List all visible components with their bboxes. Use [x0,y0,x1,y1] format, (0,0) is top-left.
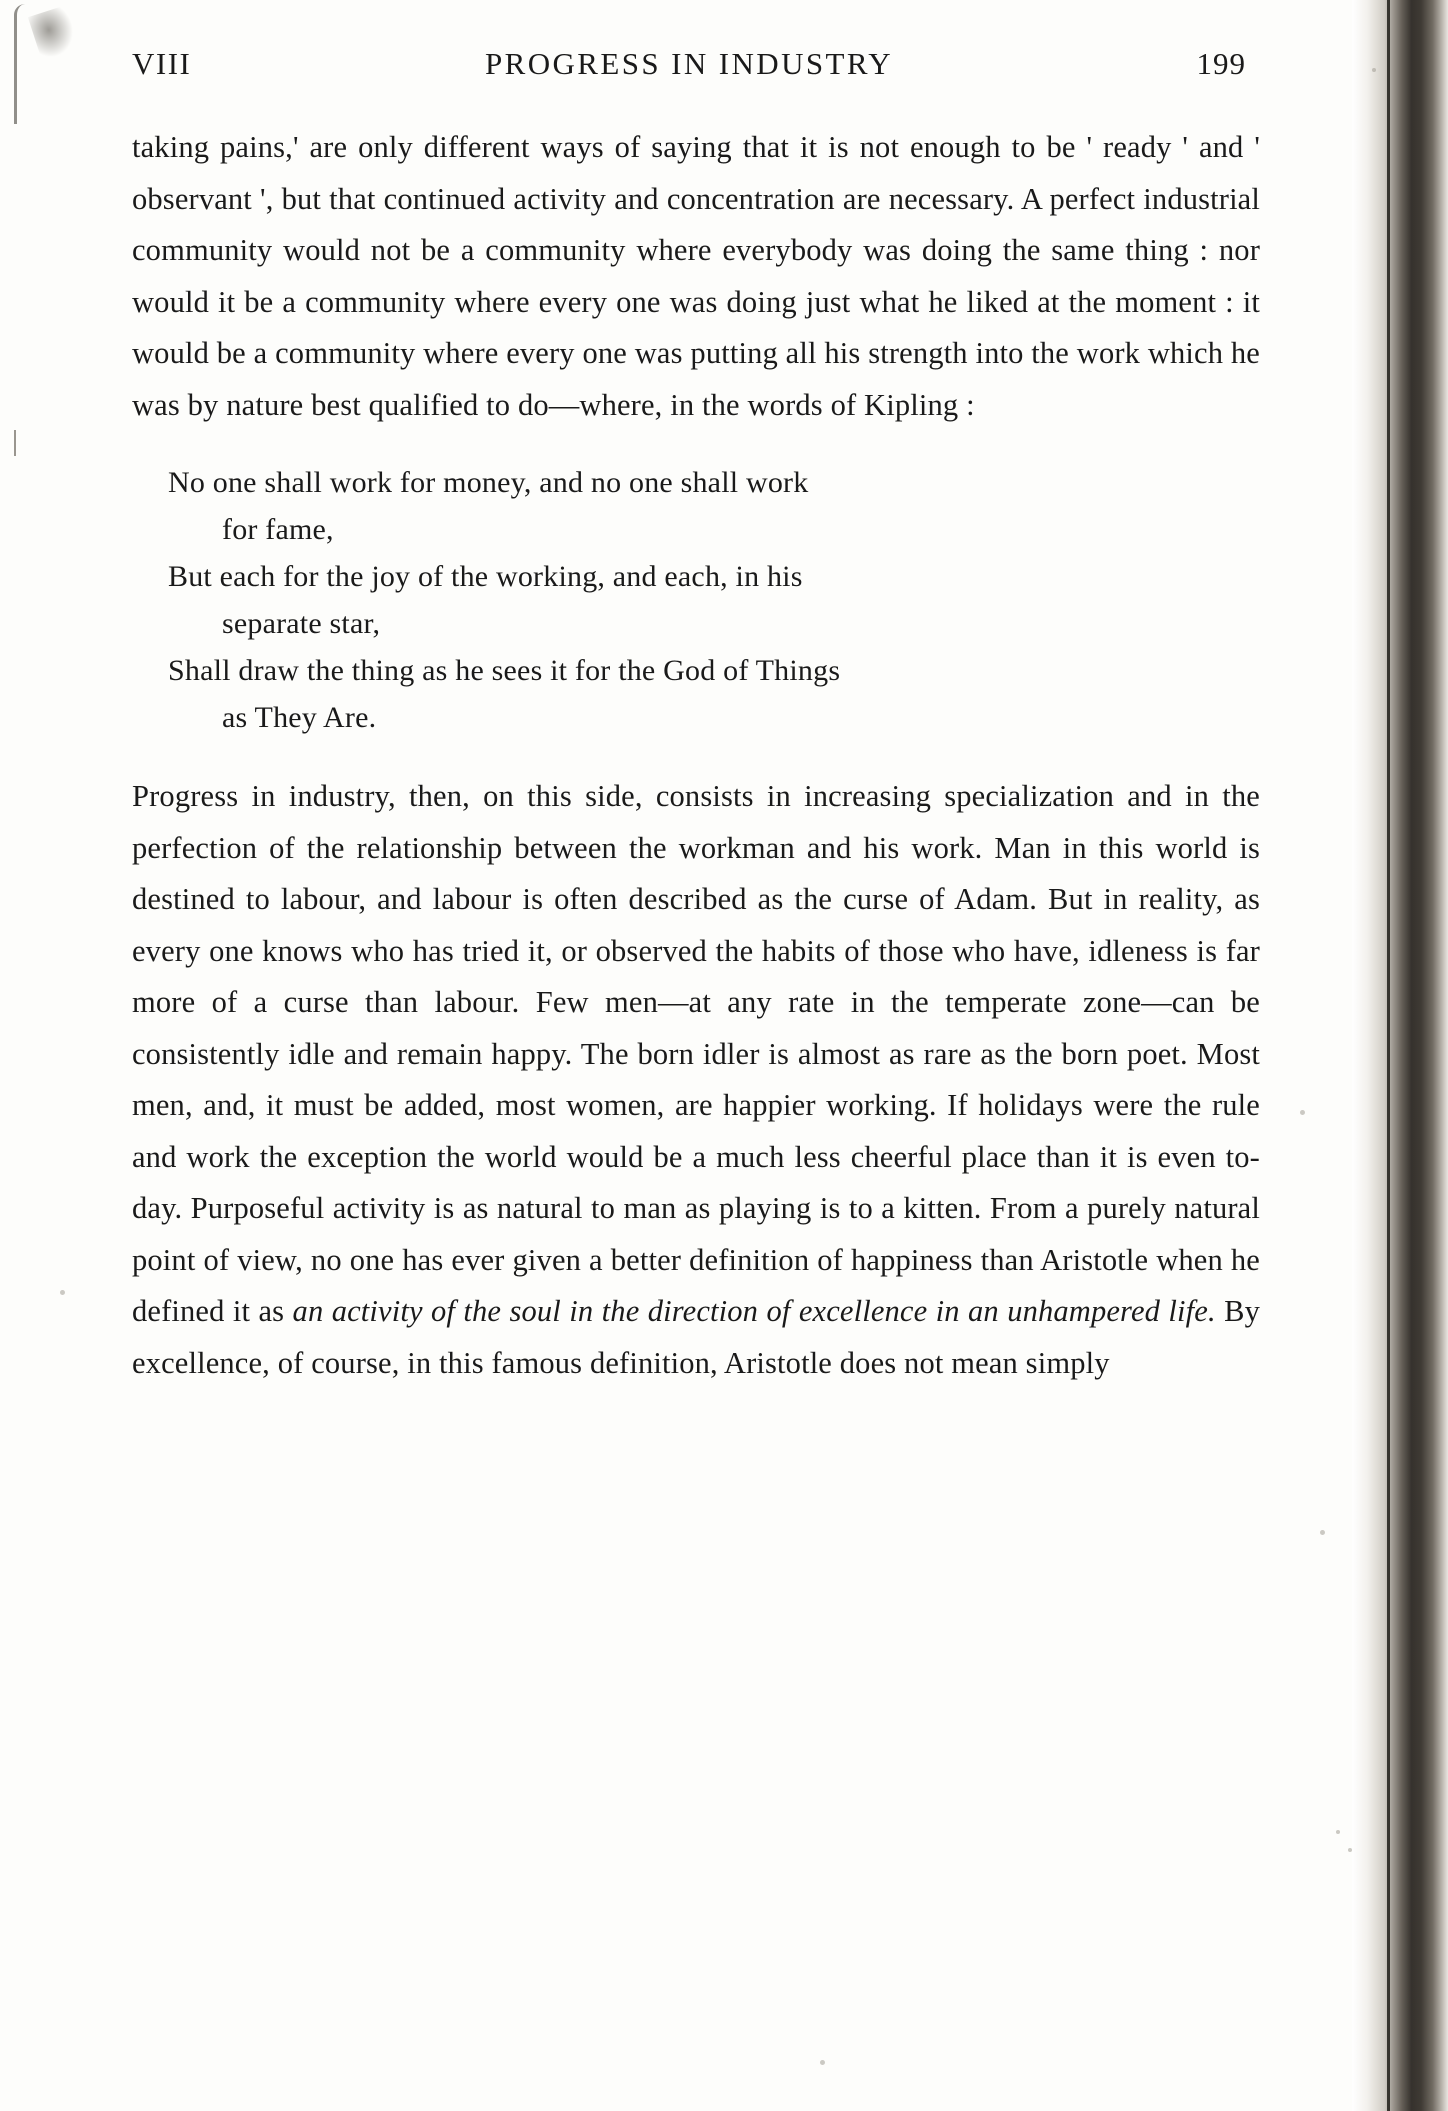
page-content [132,0,1260,1389]
scan-speck [1320,1530,1325,1535]
scan-speck [1372,68,1376,72]
paragraph-one: taking pains,' are only different ways of saying that it is not enough to be ' ready ' and ' observant ', but that continued activity and concentration are necessary. A perfect industrial community would not be a community where everybody was doing the same thing : nor would it be a community where every one was doing just what he liked at the moment : it would be a community where every one was putting all his strength into the work which he was by nature best qualified to do—where, in the words of Kipling : [132,130,1260,422]
verse-line [168,647,1260,741]
aristotle-definition-italic: an activity of the soul in the direction of excellence in an unhampered life. [292,1294,1216,1328]
verse-line-text: Shall draw the thing as he sees it for the God of Things [168,654,841,687]
scan-speck [1348,1848,1352,1852]
scan-speck [1300,1110,1305,1115]
body-text [132,122,1260,1389]
scan-smudge [28,5,80,61]
verse-quotation [132,459,1260,741]
scan-speck [1336,1830,1340,1834]
paragraph-two-part-one: Progress in industry, then, on this side, consists in increasing specialization and in the perfection of the relationship between the workman and his work. Man in this world is destined to labour, and labour is often described as the curse of Adam. But in reality, as every one knows who has tried it, or observed the habits of those who have, idleness is far more of a curse than labour. Few men—at any rate in the temperate zone—can be consistently idle and remain happy. The born idler is almost as rare as the born poet. Most men, and, it must be added, most women, are happier working. If holidays were the rule and work the exception the world would be a much less cheerful place than it is even to-day. Purposeful activity is as natural to man as playing is to a kitten. From a purely natural point of view, no one has ever given a better definition of happiness than Aristotle when he defined it as [132,779,1260,1328]
page-title: PROGRESS IN INDUSTRY [484,46,893,81]
page-edge-artifact [14,4,25,124]
scan-speck [60,1290,65,1295]
binding-gutter-line [1387,0,1390,2111]
verse-line [168,459,1260,553]
chapter-number: VIII [132,46,192,81]
paragraph-two [132,771,1260,1389]
scan-tick-mark [14,430,16,456]
paragraph-two-part-three: By excellence, of course, in this famous definition, Aristotle does not mean simply [132,1294,1260,1380]
scan-speck [820,2060,825,2065]
verse-line-runon: separate star, [222,607,381,640]
verse-line-runon: as They Are. [222,701,377,734]
running-head [132,46,1260,92]
verse-line-text: No one shall work for money, and no one shall work [168,466,809,499]
binding-gutter-shadow [1352,0,1448,2111]
verse-line [168,553,1260,647]
verse-line-runon: for fame, [222,513,334,546]
verse-line-text: But each for the joy of the working, and each, in his [168,560,803,593]
page-number: 199 [1196,46,1246,81]
